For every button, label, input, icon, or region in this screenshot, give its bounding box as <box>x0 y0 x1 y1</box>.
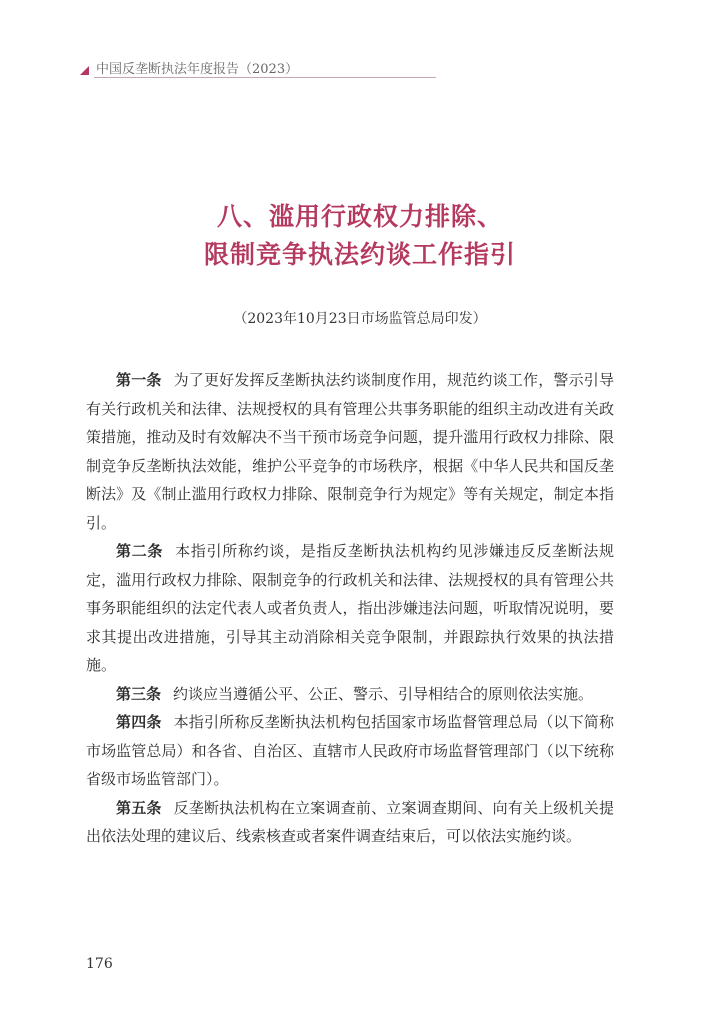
article-list <box>86 366 614 851</box>
article-text: 反垄断执法机构在立案调查前、立案调查期间、向有关上级机关提出依法处理的建议后、线索核查或者案件调查结束后，可以依法实施约谈。 <box>86 798 614 845</box>
article-label: 第二条 <box>116 542 164 560</box>
article-text: 约谈应当遵循公平、公正、警示、引导相结合的原则依法实施。 <box>173 684 594 703</box>
article-1 <box>86 366 614 537</box>
article-label: 第四条 <box>116 713 162 731</box>
issuance-note: （2023年10月23日市场监管总局印发） <box>233 311 487 327</box>
article-text: 本指引所称约谈，是指反垄断执法机构约见涉嫌违反反垄断法规定，滥用行政权力排除、限制竞争的行政机关和法律、法规授权的具有管理公共事务职能组织的法定代表人或者负责人，指出涉嫌违法问题，听取情况说明，要求其提出改进措施，引导其主动消除相关竞争限制，并跟踪执行效果的执法措施。 <box>86 542 614 674</box>
running-header <box>80 58 440 78</box>
header-rule <box>94 77 436 78</box>
article-label: 第一条 <box>116 371 162 389</box>
article-text: 本指引所称反垄断执法机构包括国家市场监督管理总局（以下简称市场监管总局）和各省、自治区、直辖市人民政府市场监督管理部门（以下统称省级市场监管部门）。 <box>86 713 614 788</box>
article-4 <box>86 708 614 794</box>
running-title: 中国反垄断执法年度报告（2023） <box>96 62 299 77</box>
section-title <box>0 198 720 274</box>
article-2 <box>86 537 614 680</box>
header-corner-marker <box>80 66 89 75</box>
article-text: 为了更好发挥反垄断执法约谈制度作用，规范约谈工作，警示引导有关行政机关和法律、法规授权的具有管理公共事务职能的组织主动改进有关政策措施，推动及时有效解决不当干预市场竞争问题，提升滥用行政权力排除、限制竞争反垄断执法效能，维护公平竞争的市场秩序，根据《中华人民共和国反垄断法》及《制止滥用行政权力排除、限制竞争行为规定》等有关规定，制定本指引。 <box>86 371 614 532</box>
article-3 <box>86 680 614 709</box>
article-label: 第五条 <box>116 798 162 817</box>
section-title-line-1: 八、滥用行政权力排除、 <box>216 202 503 231</box>
article-5 <box>86 794 614 851</box>
section-title-line-2: 限制竞争执法约谈工作指引 <box>203 240 516 269</box>
article-label: 第三条 <box>116 684 162 703</box>
page-number: 176 <box>86 956 113 972</box>
